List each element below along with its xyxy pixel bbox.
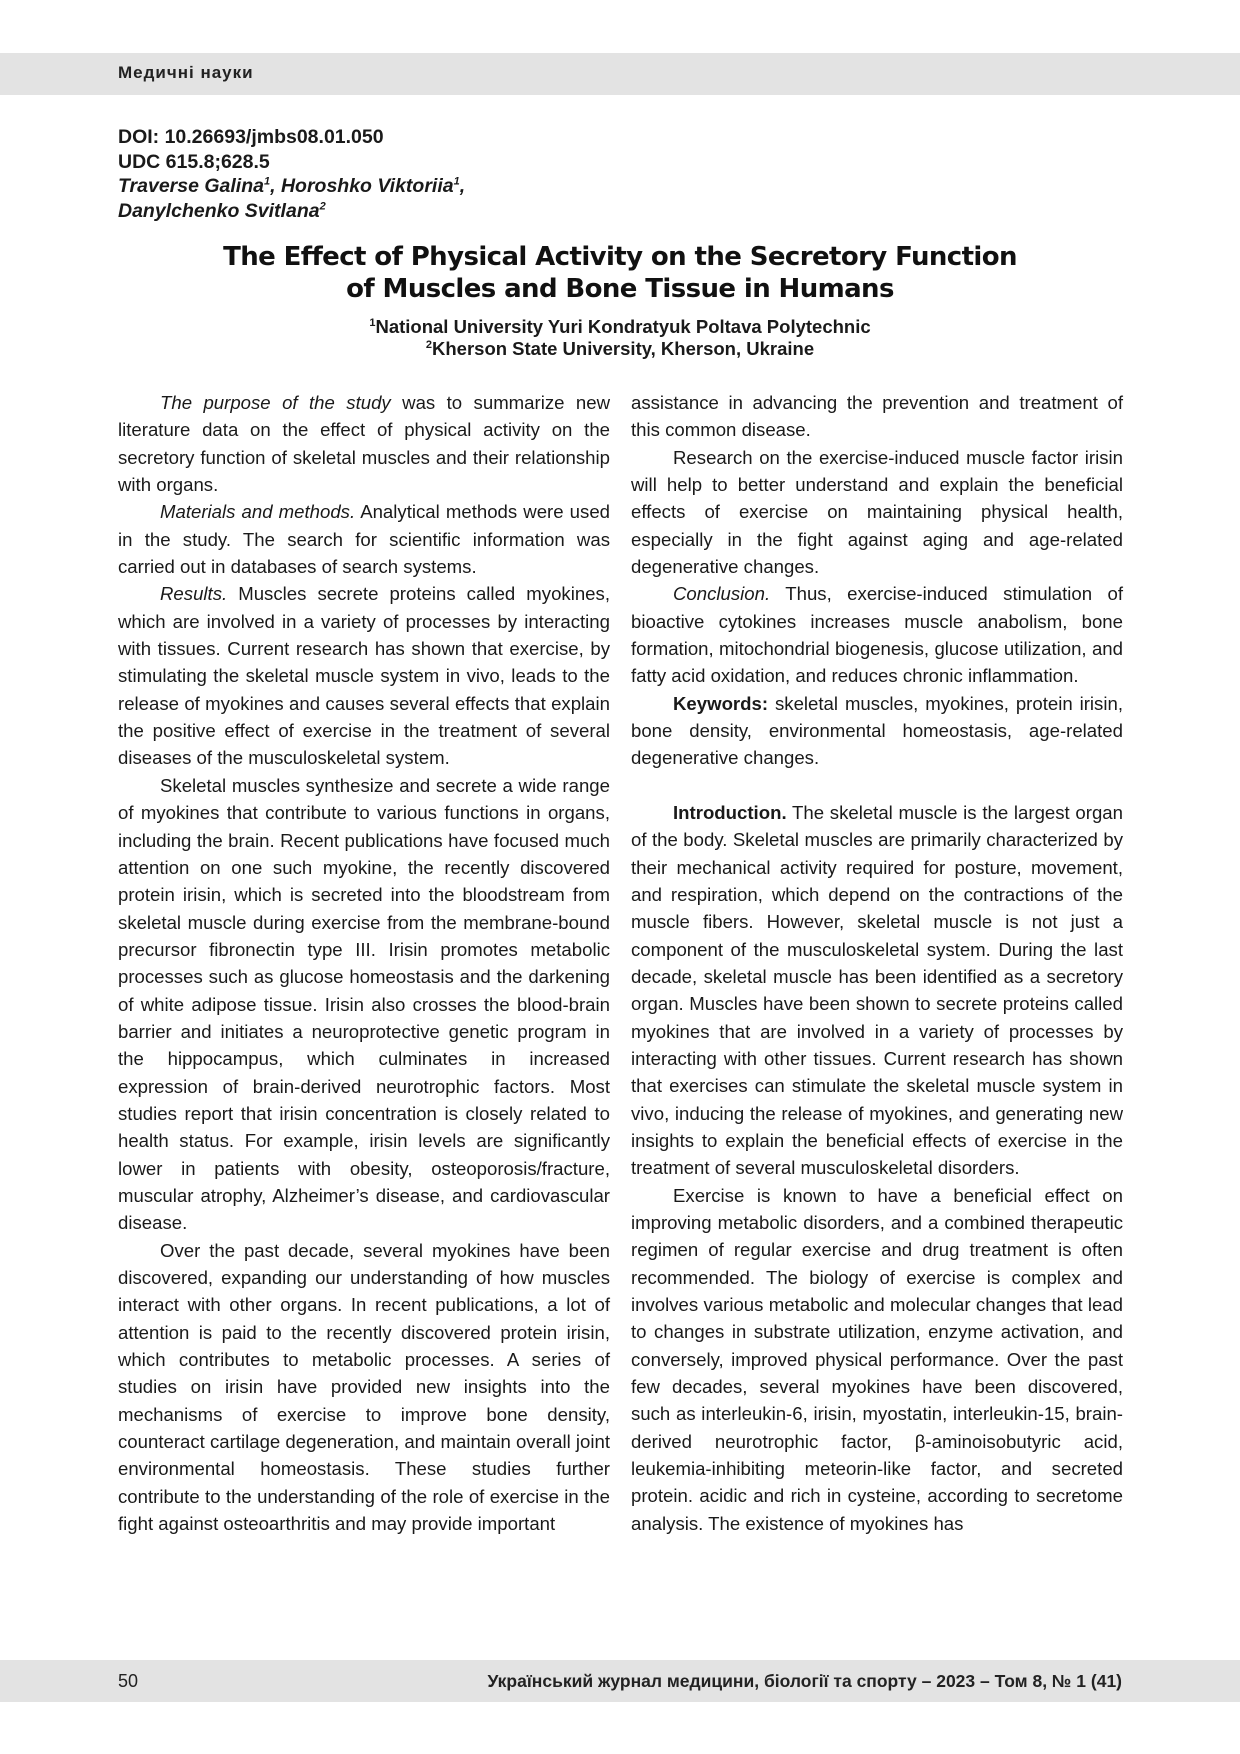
author-name: Danylchenko Svitlana <box>118 199 320 222</box>
paragraph-exercise: Exercise is known to have a beneficial effect on improving metabolic disorders, and a combined therapeutic regimen of regular exercise and drug treatment is often recommended. The biology of exercise is complex and involves various metabolic and molecular changes that lead to changes in substrate utilization, enzyme activation, and conversely, improved physical performance. Over the past few decades, several myokines have been discovered, such as interleukin-6, irisin, myostatin, interleukin-15, brain-derived neurotrophic factor, β-aminoisobutyric acid, leukemia-inhibiting meteorin-like factor, and secreted protein. acidic and rich in cysteine, according to secretome analysis. The existence of myokines has <box>631 1184 1123 1534</box>
author-name: Horoshko Viktoriia <box>280 175 454 197</box>
introduction-label: Introduction. <box>673 801 787 823</box>
affiliation-mark: 2 <box>425 338 432 351</box>
purpose-label: The purpose of the study <box>160 392 391 413</box>
page-number: 50 <box>118 1671 139 1691</box>
conclusion-label: Conclusion. <box>673 583 771 605</box>
abstract-conclusion <box>631 580 1123 689</box>
paragraph-past-decade: Over the past decade, several myokines have been discovered, expanding our understanding of how muscles interact with other organs. In recent publications, a lot of attention is paid to the recently discovered protein irisin, which contributes to metabolic processes. A series of studies on irisin have provided new insights into the mechanisms of exercise to improve bone density, counteract cartilage degeneration, and maintain overall joint environmental homeostasis. These studies further contribute to the understanding of the role of exercise in the fight against osteoarthritis and may provide important <box>118 1239 611 1535</box>
author-name: Traverse Galina <box>118 175 264 197</box>
left-column <box>118 389 610 1537</box>
affiliation-text: National University Yuri Kondratyuk Poltava Polytechnic <box>375 316 871 337</box>
affiliation-1 <box>0 316 1240 338</box>
author-affiliation-mark: 1 <box>453 175 460 188</box>
doi: DOI: 10.26693/jmbs08.01.050 <box>118 126 384 148</box>
introduction <box>631 799 1123 1182</box>
methods-label: Materials and methods. <box>160 501 356 523</box>
paragraph-research: Research on the exercise-induced muscle factor irisin will help to better understand and explain the beneficial effects of exercise on maintaining physical health, especially in the fight against aging and age-related degenerative changes. <box>631 446 1123 578</box>
paragraph-skeletal-muscles: Skeletal muscles synthesize and secrete a wide range of myokines that contribute to various functions in organs, including the brain. Recent publications have focused much attention on one such myokine, the recently discovered protein irisin, which is secreted into the bloodstream from skeletal muscle during exercise from the membrane-bound precursor fibronectin type III. Irisin promotes metabolic processes such as glucose homeostasis and the darkening of white adipose tissue. Irisin also crosses the blood-brain barrier and initiates a neuroprotective genetic program in the hippocampus, which culminates in increased expression of brain-derived neurotrophic factors. Most studies report that irisin concentration is closely related to health status. For example, irisin levels are significantly lower in patients with obesity, osteoporosis/fracture, muscular atrophy, Alzheimer’s disease, and cardiovascular disease. <box>118 774 610 1234</box>
results-label: Results. <box>160 583 228 605</box>
affiliation-2 <box>0 338 1240 360</box>
article-title <box>0 241 1240 305</box>
paragraph-continuation: assistance in advancing the prevention and treatment of this common disease. <box>631 392 1123 441</box>
running-footer <box>0 1660 1240 1702</box>
keywords-label: Keywords: <box>673 692 769 714</box>
journal-citation: Український журнал медицини, біології та спорту – 2023 – Том 8, № 1 (41) <box>487 1671 1122 1691</box>
right-column <box>631 389 1123 1537</box>
introduction-text: The skeletal muscle is the largest organ of the body. Skeletal muscles are primarily characterized by their mechanical activity required for posture, movement, and respiration, which depend on the contractions of the muscle fibers. However, skeletal muscle is not just a component of the musculoskeletal system. During the last decade, skeletal muscle has been identified as a secretory organ. Muscles have been shown to secrete proteins called myokines that are involved in a variety of processes by interacting with other tissues. Current research has shown that exercises can stimulate the skeletal muscle system in vivo, inducing the release of myokines, and generating new insights to explain the beneficial effects of exercise in the treatment of several musculoskeletal disorders. <box>631 801 1123 1179</box>
conclusion-text: Thus, exercise-induced stimulation of bioactive cytokines increases muscle anabolism, bone formation, mitochondrial biogenesis, glucose utilization, and fatty acid oxidation, and reduces chronic inflammation. <box>631 583 1123 687</box>
authors-line-1: Traverse Galina$^1$, Horoshko Viktoriia$^1$, <box>118 175 466 197</box>
section-label: Медичні науки <box>118 63 254 82</box>
keywords <box>631 690 1123 772</box>
results-text: Muscles secrete proteins called myokines, which are involved in a variety of processes by interacting with tissues. Current research has shown that exercise, by stimulating the skeletal muscle system in vivo, leads to the release of myokines and causes several effects that explain the positive effect of exercise in the treatment of several diseases of the musculoskeletal system. <box>118 583 610 769</box>
authors-line-2 <box>118 199 465 224</box>
abstract-methods <box>118 498 610 580</box>
affiliation-mark: 1 <box>369 316 376 329</box>
title-line-1: The Effect of Physical Activity on the Secretory Function <box>223 242 1017 272</box>
abstract-purpose <box>118 389 610 498</box>
methods-text: Analytical methods were used in the study. The search for scientific information was carried out in databases of search systems. <box>118 501 610 578</box>
abstract-results <box>118 580 610 771</box>
title-line-2: of Muscles and Bone Tissue in Humans <box>346 274 894 304</box>
author-affiliation-mark: 1 <box>263 175 271 188</box>
affiliation-text: Kherson State University, Kherson, Ukraine <box>432 338 815 359</box>
running-header <box>0 53 1240 95</box>
article-meta <box>118 125 465 223</box>
purpose-text: was to summarize new literature data on the effect of physical activity on the secretory function of skeletal muscles and their relationship with organs. <box>118 392 610 496</box>
author-affiliation-mark: 2 <box>319 200 326 212</box>
udc: UDC 615.8;628.5 <box>118 150 270 173</box>
keywords-text: skeletal muscles, myokines, protein irisin, bone density, environmental homeostasis, age-related degenerative changes. <box>631 692 1123 769</box>
affiliations <box>0 316 1240 360</box>
